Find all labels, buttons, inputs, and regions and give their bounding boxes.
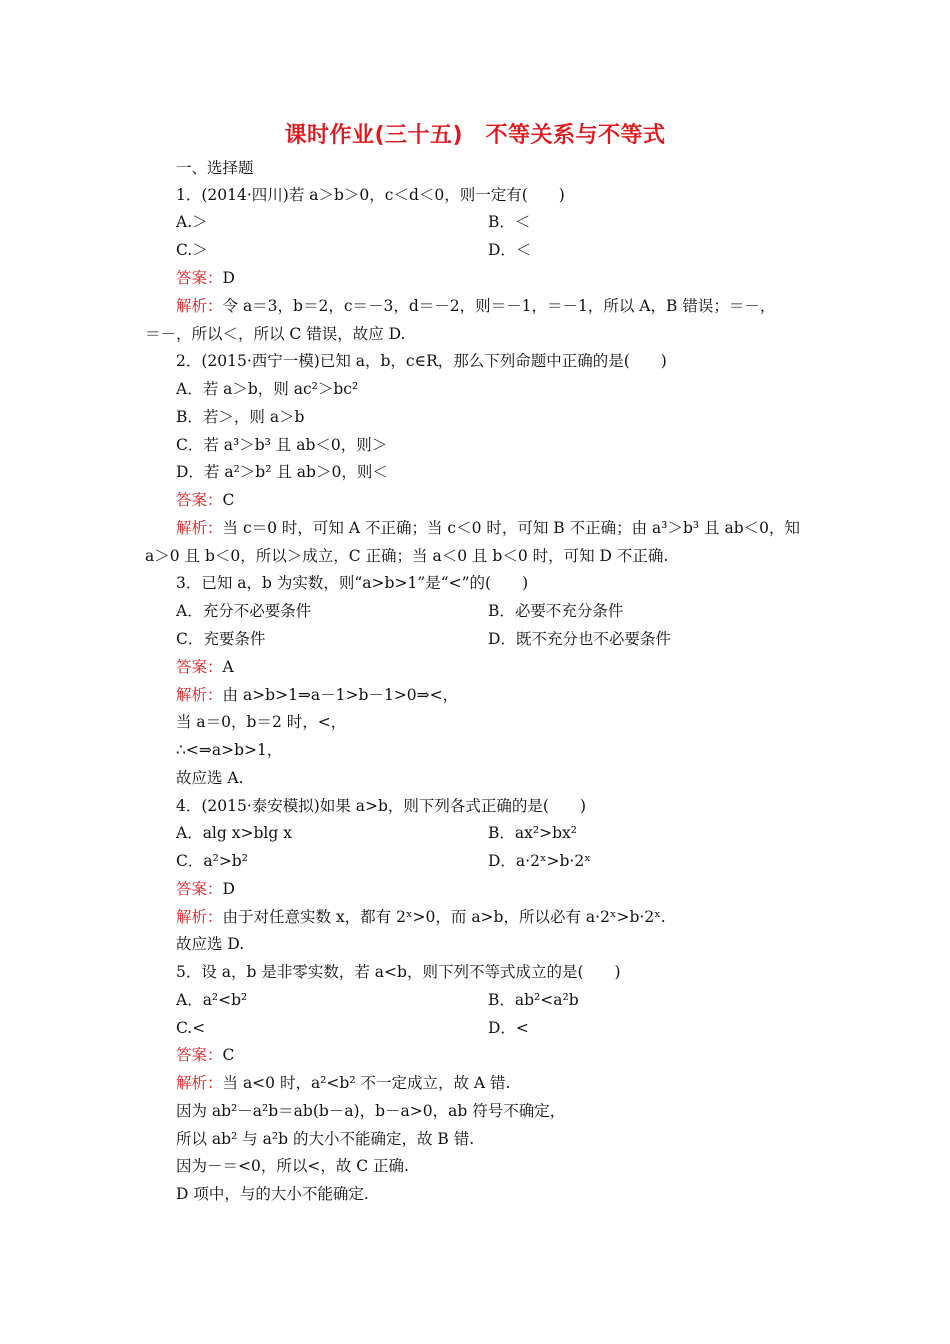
question-1-answer	[176, 268, 235, 288]
analysis-text: 令 a＝3，b＝2，c＝－3，d＝－2，则＝－1，＝－1，所以 A，B 错误；＝－，	[222, 297, 776, 315]
question-4-option-b: B．ax²>bx²	[488, 824, 577, 842]
question-3-option-b: B．必要不充分条件	[488, 602, 624, 620]
question-5-option-b: B．ab²<a²b	[488, 991, 579, 1009]
analysis-label: 解析：	[176, 686, 223, 704]
question-3-stem: 3．已知 a，b 为实数，则“a>b>1”是“<”的( )	[176, 574, 529, 592]
analysis-text: 由 a>b>1⇒a－1>b－1>0⇒<，	[222, 686, 459, 704]
question-1-option-b: B．＜	[488, 213, 531, 231]
analysis-text: 由于对任意实数 x，都有 2ˣ>0，而 a>b，所以必有 a·2ˣ>b·2ˣ.	[222, 908, 666, 926]
analysis-label: 解析：	[176, 1074, 223, 1092]
answer-value: D	[222, 269, 235, 287]
question-3-answer	[176, 657, 234, 677]
question-2-analysis	[176, 518, 800, 538]
question-2-option-b: B．若＞，则 a＞b	[176, 408, 305, 426]
question-1-option-c: C.＞	[176, 241, 208, 259]
question-5-analysis-line-4: 因为－＝<0，所以<，故 C 正确.	[176, 1157, 409, 1175]
question-2-option-a: A．若 a＞b，则 ac²＞bc²	[176, 380, 359, 398]
question-5-analysis-line-5: D 项中，与的大小不能确定.	[176, 1185, 369, 1203]
question-1-stem: 1．(2014·四川)若 a＞b＞0，c＜d＜0，则一定有( )	[176, 186, 565, 204]
question-3-option-d: D．既不充分也不必要条件	[488, 630, 671, 648]
question-4-answer	[176, 879, 235, 899]
analysis-label: 解析：	[176, 908, 223, 926]
question-5-option-a: A．a²<b²	[176, 991, 248, 1009]
question-4-analysis	[176, 907, 666, 927]
question-1-analysis	[176, 296, 775, 316]
question-4-analysis-line-2: 故应选 D.	[176, 935, 245, 953]
answer-label: 答案：	[176, 658, 223, 676]
question-3-analysis-line-4: 故应选 A.	[176, 769, 244, 787]
answer-value: D	[222, 880, 235, 898]
analysis-text: 当 a<0 时，a²<b² 不一定成立，故 A 错.	[222, 1074, 511, 1092]
question-2-stem: 2．(2015·西宁一模)已知 a，b，c∈R，那么下列命题中正确的是( )	[176, 352, 667, 370]
question-2-option-c: C．若 a³＞b³ 且 ab＜0，则＞	[176, 436, 388, 454]
question-5-analysis-line-3: 所以 ab² 与 a²b 的大小不能确定，故 B 错.	[176, 1130, 475, 1148]
question-5-option-c: C.<	[176, 1019, 206, 1037]
answer-label: 答案：	[176, 1046, 223, 1064]
question-5-answer	[176, 1045, 234, 1065]
question-3-analysis-line-3: ∴<⇒a>b>1，	[176, 741, 283, 759]
question-5-analysis-line-2: 因为 ab²－a²b＝ab(b－a)，b－a>0，ab 符号不确定，	[176, 1102, 566, 1120]
page-title: 课时作业(三十五) 不等关系与不等式	[284, 123, 666, 148]
question-5-analysis	[176, 1073, 510, 1093]
question-5-stem: 5．设 a，b 是非零实数，若 a<b，则下列不等式成立的是( )	[176, 963, 621, 981]
answer-label: 答案：	[176, 880, 223, 898]
answer-label: 答案：	[176, 491, 223, 509]
answer-value: C	[222, 491, 235, 509]
question-5-option-d: D．<	[488, 1019, 529, 1037]
analysis-text: 当 c＝0 时，可知 A 不正确；当 c＜0 时，可知 B 不正确；由 a³＞b³ 且 ab＜0，知	[222, 519, 800, 537]
question-1-option-d: D．＜	[488, 241, 532, 259]
question-2-analysis-cont: a＞0 且 b＜0，所以＞成立，C 正确；当 a＜0 且 b＜0 时，可知 D 不正确.	[145, 547, 669, 565]
question-4-stem: 4．(2015·泰安模拟)如果 a>b，则下列各式正确的是( )	[176, 797, 587, 815]
question-1-analysis-cont: ＝－，所以＜，所以 C 错误，故应 D.	[145, 325, 406, 343]
question-3-analysis-line-2: 当 a＝0，b＝2 时，<，	[176, 713, 347, 731]
answer-value: C	[222, 1046, 235, 1064]
question-1-option-a: A.＞	[176, 213, 208, 231]
analysis-label: 解析：	[176, 519, 223, 537]
section-heading: 一、选择题	[176, 159, 254, 177]
answer-label: 答案：	[176, 269, 223, 287]
question-4-option-d: D．a·2ˣ>b·2ˣ	[488, 852, 591, 870]
question-3-analysis	[176, 685, 458, 705]
analysis-label: 解析：	[176, 297, 223, 315]
question-4-option-c: C．a²>b²	[176, 852, 248, 870]
answer-value: A	[222, 658, 234, 676]
question-3-option-c: C．充要条件	[176, 630, 266, 648]
question-2-answer	[176, 490, 234, 510]
question-2-option-d: D．若 a²＞b² 且 ab＞0，则＜	[176, 463, 388, 481]
question-3-option-a: A．充分不必要条件	[176, 602, 312, 620]
question-4-option-a: A．alg x>blg x	[176, 824, 292, 842]
